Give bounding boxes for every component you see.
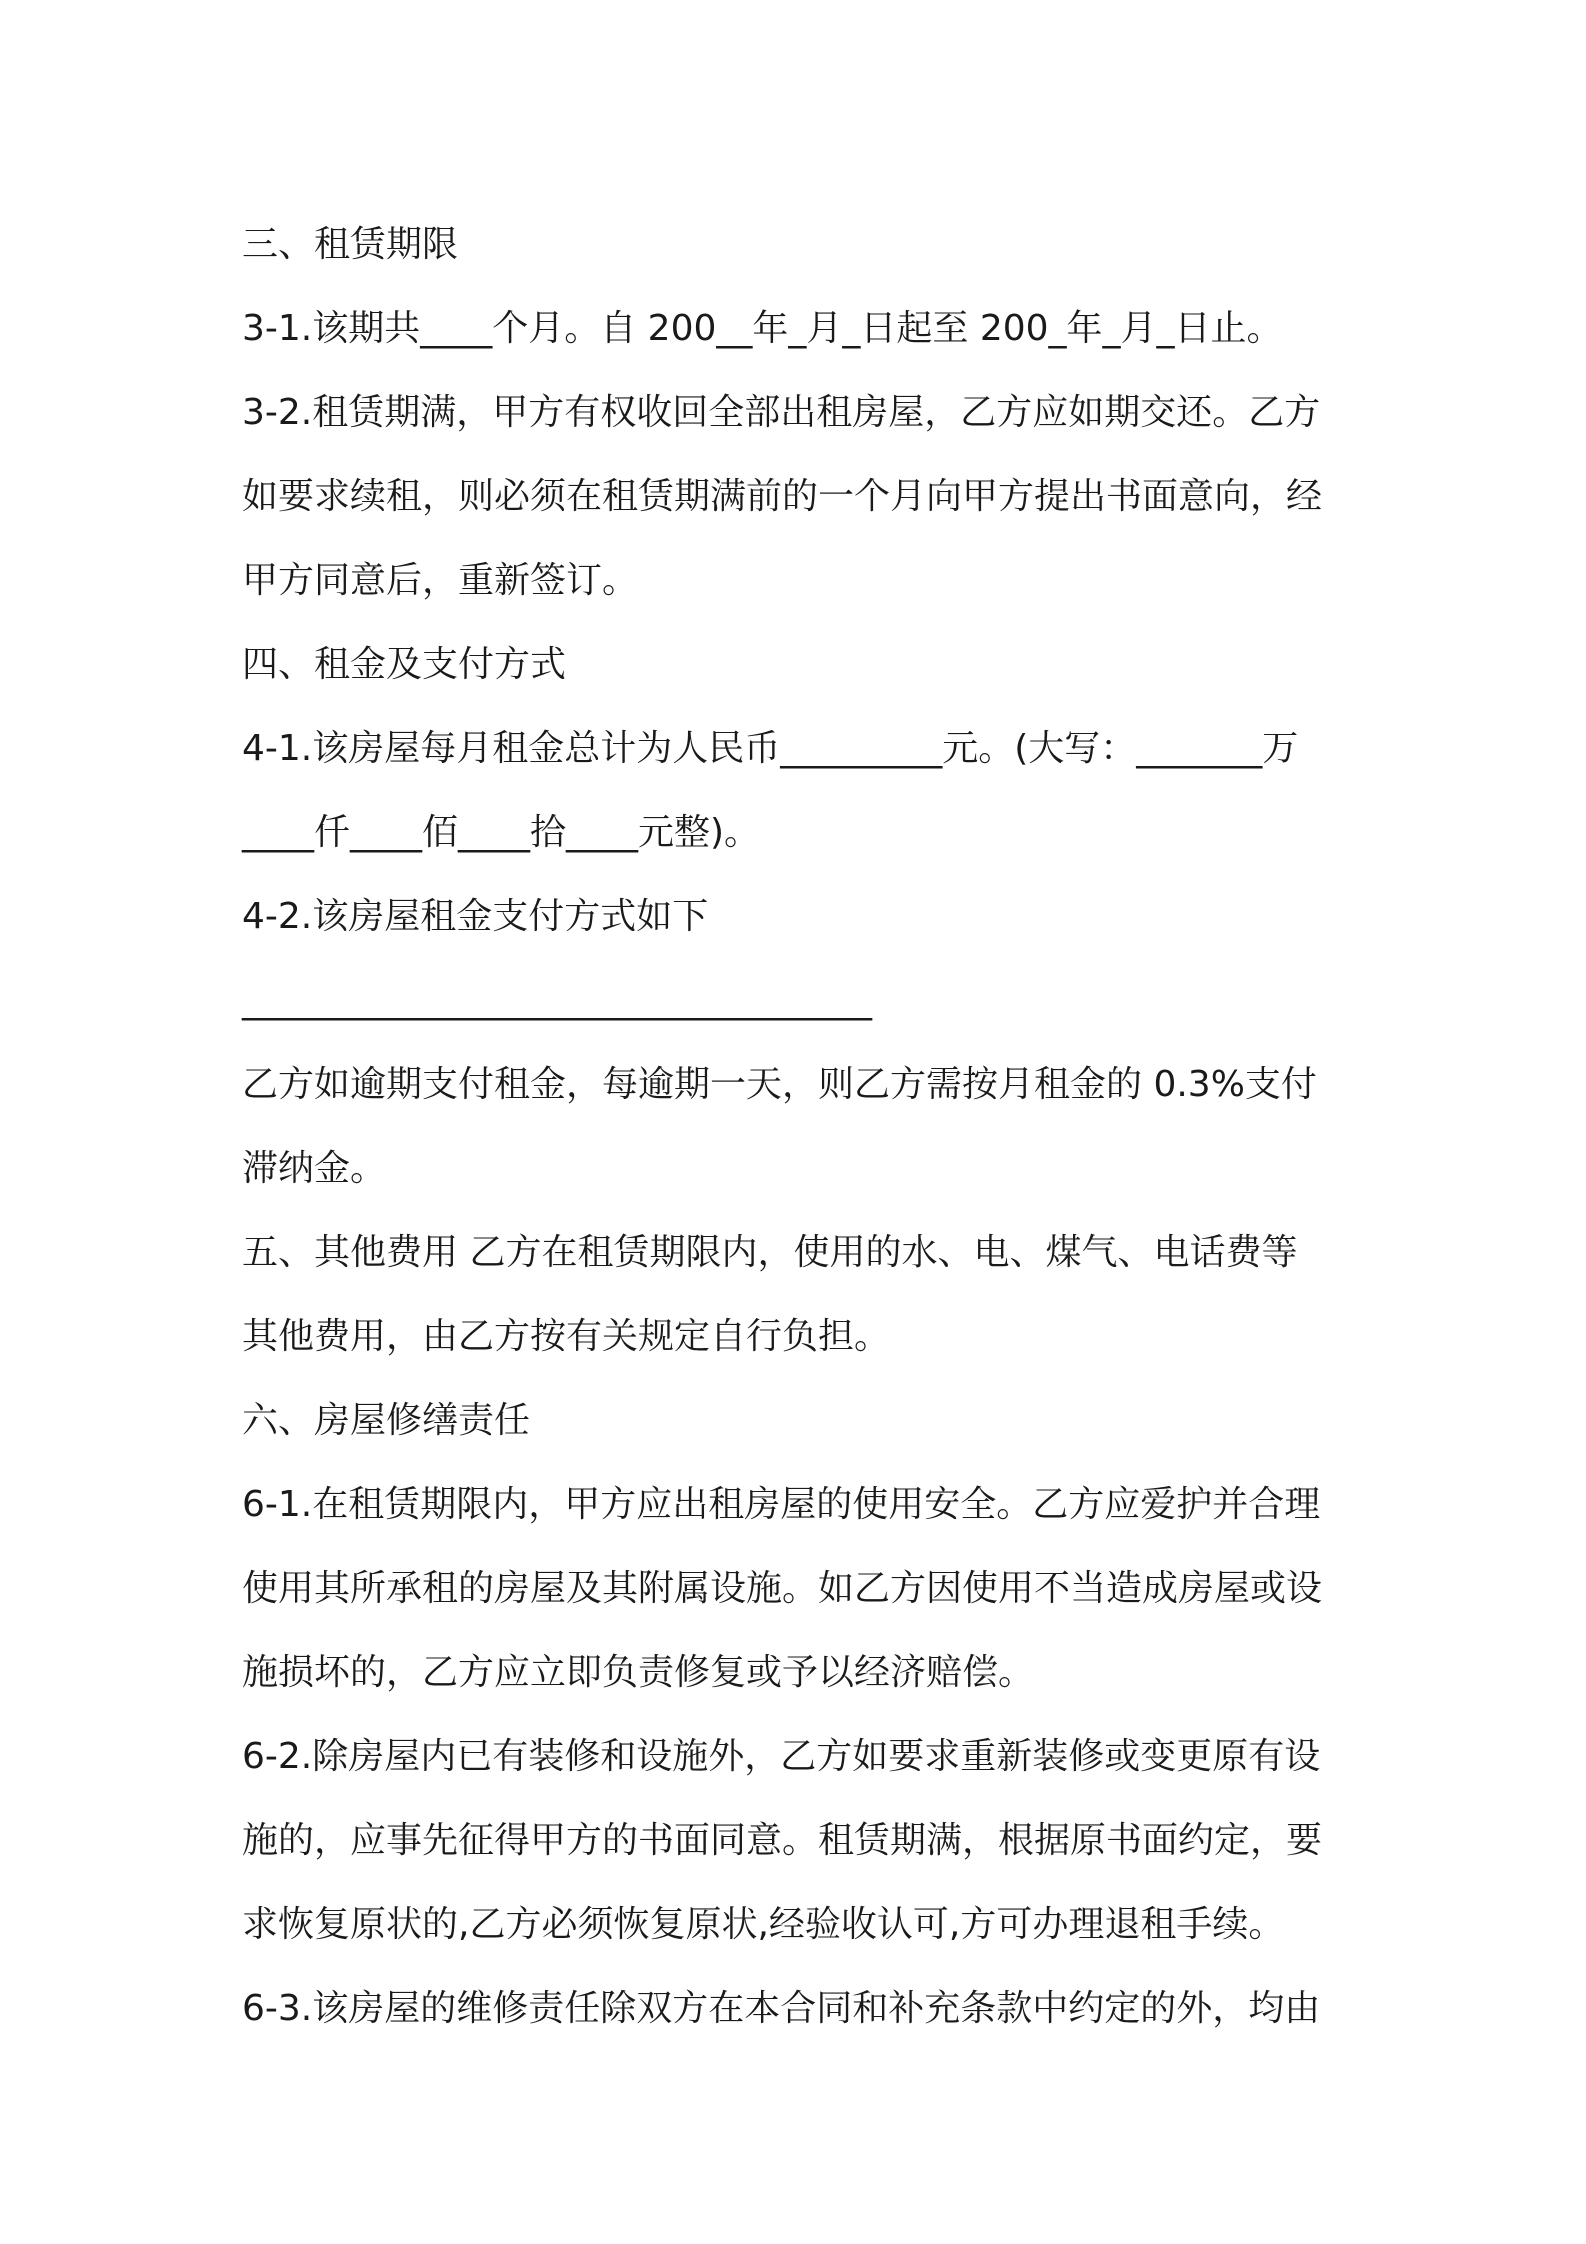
section-other-fees-line-1: 五、其他费用 乙方在租赁期限内，使用的水、电、煤气、电话费等 xyxy=(242,1232,1298,1273)
clause-6-2-line-2: 施的，应事先征得甲方的书面同意。租赁期满，根据原书面约定，要 xyxy=(242,1820,1323,1861)
clause-6-1-line-2: 使用其所承租的房屋及其附属设施。如乙方因使用不当造成房屋或设 xyxy=(242,1568,1323,1609)
clause-6-2-line-3: 求恢复原状的,乙方必须恢复原状,经验收认可,方可办理退租手续。 xyxy=(242,1904,1285,1945)
payment-method-blank-line: ___________________________________ xyxy=(242,980,872,1021)
contract-text xyxy=(242,203,1362,2051)
clause-6-1-line-1: 6-1.在租赁期限内，甲方应出租房屋的使用安全。乙方应爱护并合理 xyxy=(242,1484,1321,1525)
clause-3-1: 3-1.该期共____个月。自 200__年_月_日起至 200_年_月_日止。 xyxy=(242,308,1283,349)
clause-6-1-line-3: 施损坏的，乙方应立即负责修复或予以经济赔偿。 xyxy=(242,1652,1035,1693)
section-heading-lease-term: 三、租赁期限 xyxy=(242,224,459,265)
clause-4-2: 4-2.该房屋租金支付方式如下 xyxy=(242,896,709,937)
clause-3-2-line-3: 甲方同意后，重新签订。 xyxy=(242,560,639,601)
clause-3-2-line-1: 3-2.租赁期满，甲方有权收回全部出租房屋，乙方应如期交还。乙方 xyxy=(242,392,1321,433)
clause-3-2-line-2: 如要求续租，则必须在租赁期满前的一个月向甲方提出书面意向，经 xyxy=(242,476,1323,517)
section-heading-repair: 六、房屋修缮责任 xyxy=(242,1400,531,1441)
clause-6-3-line-1: 6-3.该房屋的维修责任除双方在本合同和补充条款中约定的外，均由 xyxy=(242,1988,1321,2029)
clause-4-1-line-1: 4-1.该房屋每月租金总计为人民币_________元。(大写：_______万 xyxy=(242,728,1299,769)
clause-4-1-line-2: ____仟____佰____拾____元整)。 xyxy=(242,812,761,853)
late-payment-line-1: 乙方如逾期支付租金，每逾期一天，则乙方需按月租金的 0.3%支付 xyxy=(242,1064,1317,1105)
clause-6-2-line-1: 6-2.除房屋内已有装修和设施外，乙方如要求重新装修或变更原有设 xyxy=(242,1736,1321,1777)
section-other-fees-line-2: 其他费用，由乙方按有关规定自行负担。 xyxy=(242,1316,891,1357)
section-heading-rent-payment: 四、租金及支付方式 xyxy=(242,644,567,685)
late-payment-line-2: 滞纳金。 xyxy=(242,1148,387,1189)
